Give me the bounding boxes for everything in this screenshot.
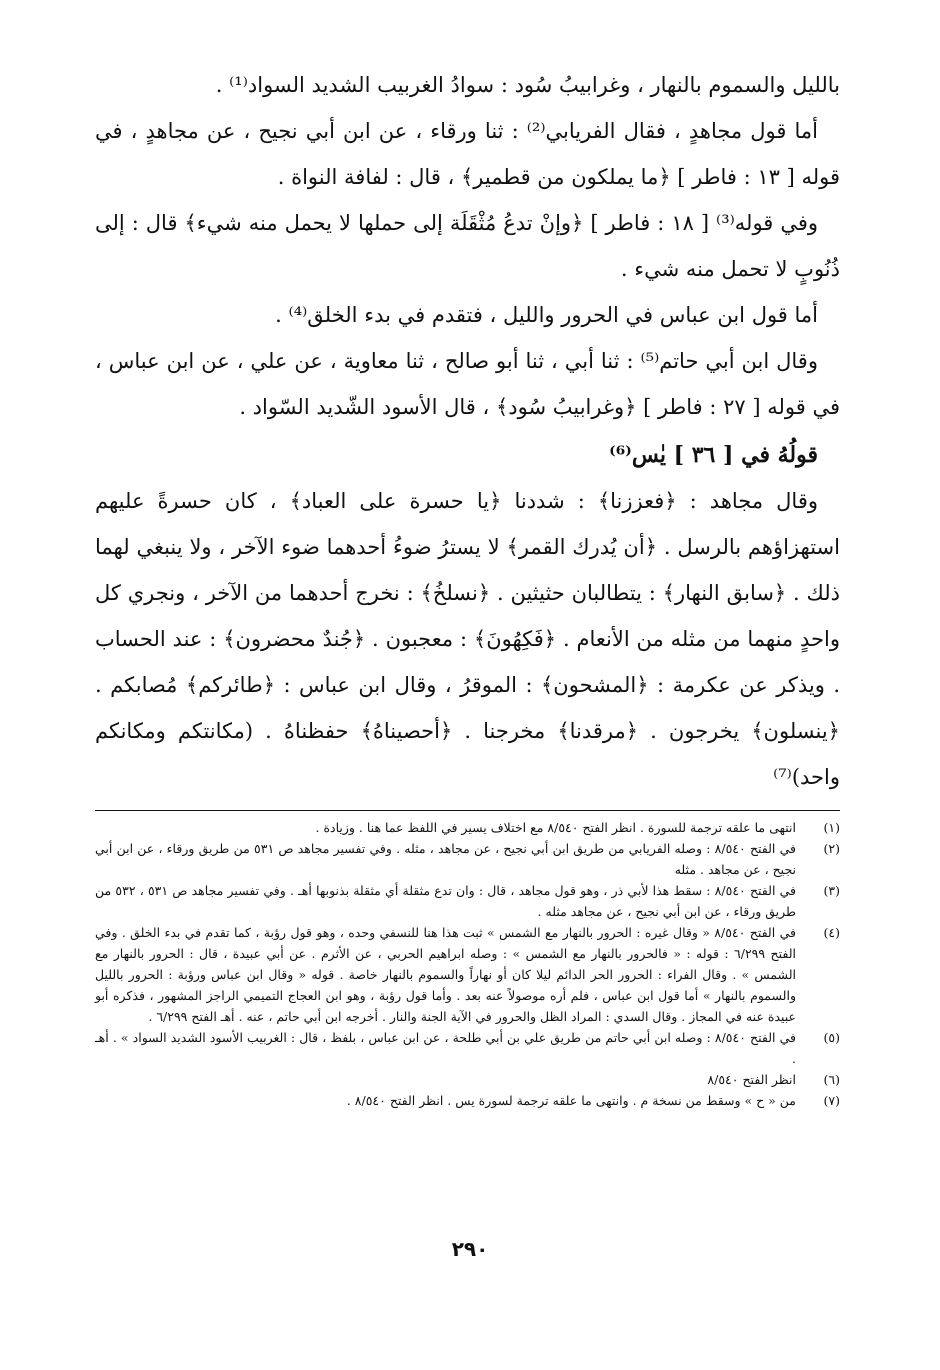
footnote-text: انظر الفتح ٨/٥٤٠ (707, 1072, 796, 1087)
paragraph: وفي قوله⁽³⁾ [ ١٨ : فاطر ] ﴿وإنْ تدعُ مُثْقَلَة إلى حملها لا يحمل منه شيء﴾ قال : إلى ذُنُوبٍ لا تحمل منه شيء . (95, 211, 840, 281)
footnote-text: في الفتح ٨/٥٤٠ : سقط هذا لأبي ذر ، وهو قول مجاهد ، قال : وان تدع مثقلة أي مثقلة بذنوبها أهـ . وفي تفسير مجاهد ص ٥٣١ ، ٥٣٢ من طريق ورقاء ، عن ابن أبي نجيح ، عن مجاهد مثله . (95, 883, 796, 919)
footnote-number: (١) (823, 820, 840, 835)
footnote-number: (٦) (823, 1072, 840, 1087)
footnote (95, 880, 840, 922)
footnote (95, 838, 840, 880)
footnote (95, 1069, 840, 1090)
footnote-divider (95, 810, 840, 811)
paragraph: وقال ابن أبي حاتم⁽⁵⁾ : ثنا أبي ، ثنا أبو صالح ، ثنا معاوية ، عن علي ، عن ابن عباس ، في قوله [ ٢٧ : فاطر ] ﴿وغرابيبُ سُود﴾ ، قال الأسود الشّديد السّواد . (95, 349, 840, 419)
main-text (95, 62, 840, 800)
page-body (95, 62, 840, 1111)
footnote-text: في الفتح ٨/٥٤٠ : وصله الفريابي من طريق ابن أبي نجيح ، عن مجاهد ، مثله . وفي تفسير مجاهد ص ٥٣١ من طريق ورقاء ، عن ابن أبي نجيح ، عن مجاهد . مثله (95, 841, 797, 877)
footnote-number: (٥) (823, 1030, 840, 1045)
footnote (95, 922, 840, 1027)
footnote-text: في الفتح ٨/٥٤٠ « وقال غيره : الحرور بالنهار مع الشمس » ثبت هذا هنا للنسفي وحده ، وهو قول رؤبة ، كما تقدم في بدء الخلق . وفي الفتح ٦/٢٩٩ : قوله : « فالحرور بالنهار مع الشمس » : وصله ابراهيم الحربي ، عن الأثرم . عن أبي عبيدة ، قال : الحرور بالنهار مع الشمس » . وقال الفراء : الحرور الحر الدائم ليلا كان أو نهاراً والسموم بالنهار خاصة . قوله « وقال ابن عباس ورؤبة : الحرور بالليل والسموم بالنهار » أما قول ابن عباس ، فلم أره موصولاً عنه بعد . وأما قول رؤبة ، وهو ابن العجاج التميمي الراجز المشهور ، فذكره أبو عبيدة عنه في المجاز . وقال السدي : المراد الظل والحرور في الآية الجنة والنار . أخرجه ابن أبي حاتم ، عنه . أهـ الفتح ٦/٢٩٩ . (95, 925, 796, 1024)
footnote-number: (٣) (823, 883, 840, 898)
footnote-number: (٤) (823, 925, 840, 940)
footnote (95, 1027, 840, 1069)
footnote-text: انتهى ما علقه ترجمة للسورة . انظر الفتح ٨/٥٤٠ مع اختلاف يسير في اللفظ عما هنا . وزيادة . (315, 820, 796, 835)
footnotes (95, 817, 840, 1111)
footnote-text: من « ح » وسقط من نسخة م . وانتهى ما علقه ترجمة لسورة يس . انظر الفتح ٨/٥٤٠ . (346, 1093, 796, 1108)
paragraph: وقال مجاهد : ﴿فعززنا﴾ : شددنا ﴿يا حسرة على العباد﴾ ، كان حسرةً عليهم استهزاؤهم بالرسل . ﴿أن يُدرك القمر﴾ لا يسترُ ضوءُ أحدهما ضوء الآخر ، ولا ينبغي لهما ذلك . ﴿سابق النهار﴾ : يتطالبان حثيثين . ﴿نسلخُ﴾ : نخرج أحدهما من الآخر ، ونجري كل واحدٍ منهما من مثله من الأنعام . ﴿فَكِهُونَ﴾ : معجبون . ﴿جُندٌ محضرون﴾ : عند الحساب . ويذكر عن عكرمة : ﴿المشحون﴾ : الموقرُ ، وقال ابن عباس : ﴿طائركم﴾ مُصابكم . ﴿ينسلون﴾ يخرجون . ﴿مرقدنا﴾ مخرجنا . ﴿أحصيناهُ﴾ حفظناهُ . (مكانتكم ومكانكم واحد)⁽⁷⁾ (95, 489, 840, 789)
footnote-number: (٧) (823, 1093, 840, 1108)
footnote (95, 1090, 840, 1111)
paragraph: أما قول مجاهدٍ ، فقال الفريابي⁽²⁾ : ثنا ورقاء ، عن ابن أبي نجيح ، عن مجاهدٍ ، في قوله [ ١٣ : فاطر ] ﴿ما يملكون من قطمير﴾ ، قال : لفافة النواة . (95, 119, 840, 189)
page-number: ٢٩٠ (451, 1237, 489, 1261)
footnote-text: في الفتح ٨/٥٤٠ : وصله ابن أبي حاتم من طريق علي بن أبي طلحة ، عن ابن عباس ، بلفظ ، قال : الغربيب الأسود الشديد السواد » . أهـ . (95, 1030, 796, 1066)
paragraph: أما قول ابن عباس في الحرور والليل ، فتقدم في بدء الخلق⁽⁴⁾ . (275, 303, 818, 327)
footnote-number: (٢) (823, 841, 840, 856)
section-heading: قولُهُ في [ ٣٦ ] يٰس⁽⁶⁾ (609, 442, 818, 468)
paragraph: بالليل والسموم بالنهار ، وغرابيبُ سُود : سوادُ الغربيب الشديد السواد⁽¹⁾ . (215, 73, 840, 97)
footnote (95, 817, 840, 838)
